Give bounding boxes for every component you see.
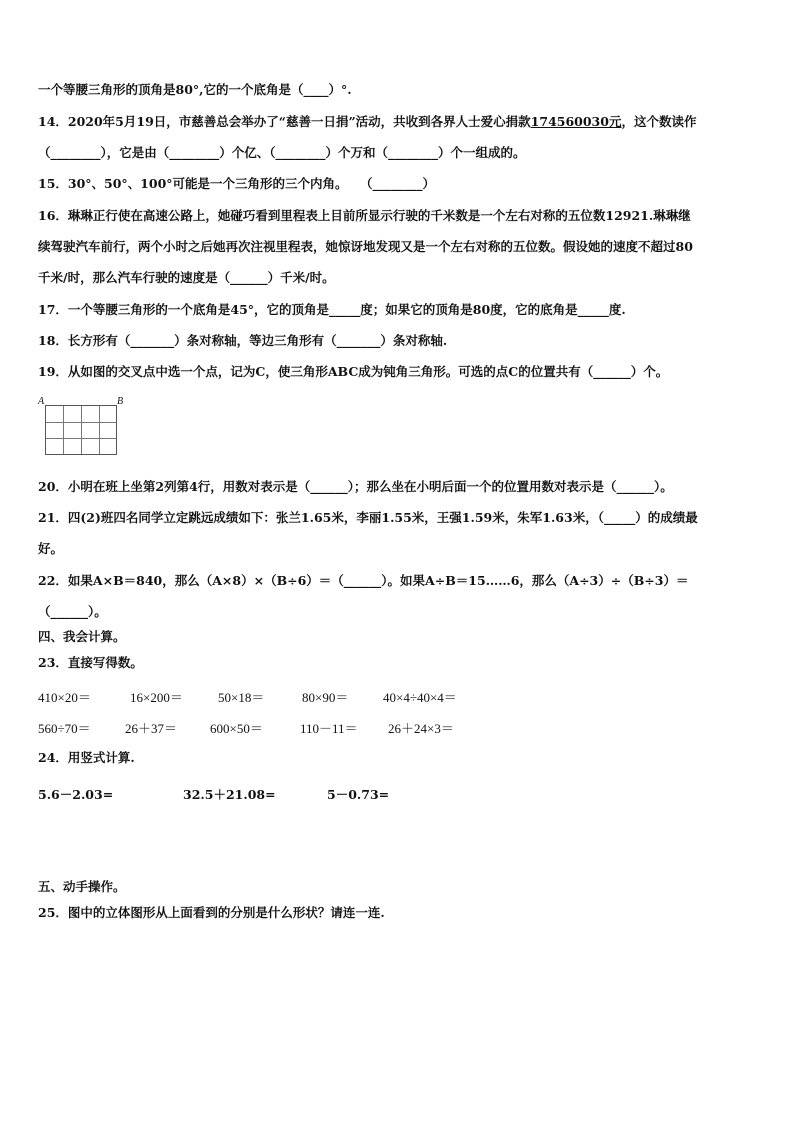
question-25-text: 25．图中的立体图形从上面看到的分别是什么形状？请连一连. <box>38 905 385 920</box>
question-14-line1 <box>38 114 696 130</box>
question-16-line2: 续驾驶汽车前行，两个小时之后她再次注视里程表，她惊讶地发现又是一个左右对称的五位数。假设她的速度不超过80 <box>38 239 693 254</box>
grid-line <box>81 406 82 454</box>
grid-line <box>99 406 100 454</box>
grid-line <box>46 422 116 423</box>
question-24-text: 24．用竖式计算. <box>38 750 135 765</box>
vertical-calc-item: 5.6－2.03= <box>38 787 114 802</box>
grid-line <box>46 438 116 439</box>
question-16-line3: 千米/时，那么汽车行驶的速度是（______）千米/时。 <box>38 270 335 285</box>
calc-item: 410×20＝ <box>38 690 91 705</box>
question-17-text: 17．一个等腰三角形的一个底角是45°，它的顶角是_____度；如果它的顶角是80度，它的底角是_____度. <box>38 302 626 317</box>
question-15-text: 15．30°、50°、100°可能是一个三角形的三个内角。 （________） <box>38 176 436 191</box>
calc-item: 80×90＝ <box>302 690 349 705</box>
vertical-calc-item: 32.5＋21.08= <box>183 787 276 802</box>
question-13-text: 一个等腰三角形的顶角是80°,它的一个底角是（____）°. <box>38 82 352 97</box>
section-5-heading: 五、动手操作。 <box>38 879 126 894</box>
vertical-calc-item: 5－0.73= <box>327 787 390 802</box>
question-18-text: 18．长方形有（_______）条对称轴，等边三角形有（_______）条对称轴. <box>38 333 448 348</box>
question-21-line2: 好。 <box>38 541 64 556</box>
point-b-label: B <box>117 396 124 407</box>
question-20-text: 20．小明在班上坐第2列第4行，用数对表示是（______）；那么坐在小明后面一个的位置用数对表示是（______）。 <box>38 479 673 494</box>
question-14-tail: ，这个数读作 <box>621 114 697 129</box>
question-14-line2: （________），它是由（________）个亿、（________）个万和（________）个一组成的。 <box>38 145 526 160</box>
calc-item: 26＋24×3＝ <box>388 721 454 736</box>
question-22-line2: （______）。 <box>38 604 107 619</box>
question-14-text: 14．2020年5月19日，市慈善总会举办了“慈善一日捐”活动，共收到各界人士爱心捐款 <box>38 114 531 129</box>
question-23-text: 23．直接写得数。 <box>38 655 143 670</box>
grid-line <box>63 406 64 454</box>
section-4-heading: 四、我会计算。 <box>38 629 126 644</box>
grid-figure <box>45 405 117 455</box>
calc-item: 26＋37＝ <box>125 721 178 736</box>
calc-item: 50×18＝ <box>218 690 265 705</box>
calc-item: 40×4÷40×4＝ <box>383 690 457 705</box>
calc-item: 560÷70＝ <box>38 721 91 736</box>
question-22-line1: 22．如果A×B＝840，那么（A×8）×（B÷6）＝（______）。如果A÷B＝15……6，那么（A÷3）÷（B÷3）＝ <box>38 573 689 588</box>
question-16-line1: 16．琳琳正行使在高速公路上，她碰巧看到里程表上目前所显示行驶的千米数是一个左右对称的五位数12921.琳琳继 <box>38 208 691 223</box>
donation-amount: 174560030元 <box>530 114 622 129</box>
calc-item: 600×50＝ <box>210 721 263 736</box>
point-a-label: A <box>38 396 45 407</box>
question-21-line1: 21．四(2)班四名同学立定跳远成绩如下：张兰1.65米，李丽1.55米，王强1.59米，朱军1.63米，（_____）的成绩最 <box>38 510 698 525</box>
calc-item: 110－11＝ <box>300 721 358 736</box>
calc-item: 16×200＝ <box>130 690 183 705</box>
question-19-text: 19．从如图的交叉点中选一个点，记为C，使三角形ABC成为钝角三角形。可选的点C的位置共有（______）个。 <box>38 364 669 379</box>
